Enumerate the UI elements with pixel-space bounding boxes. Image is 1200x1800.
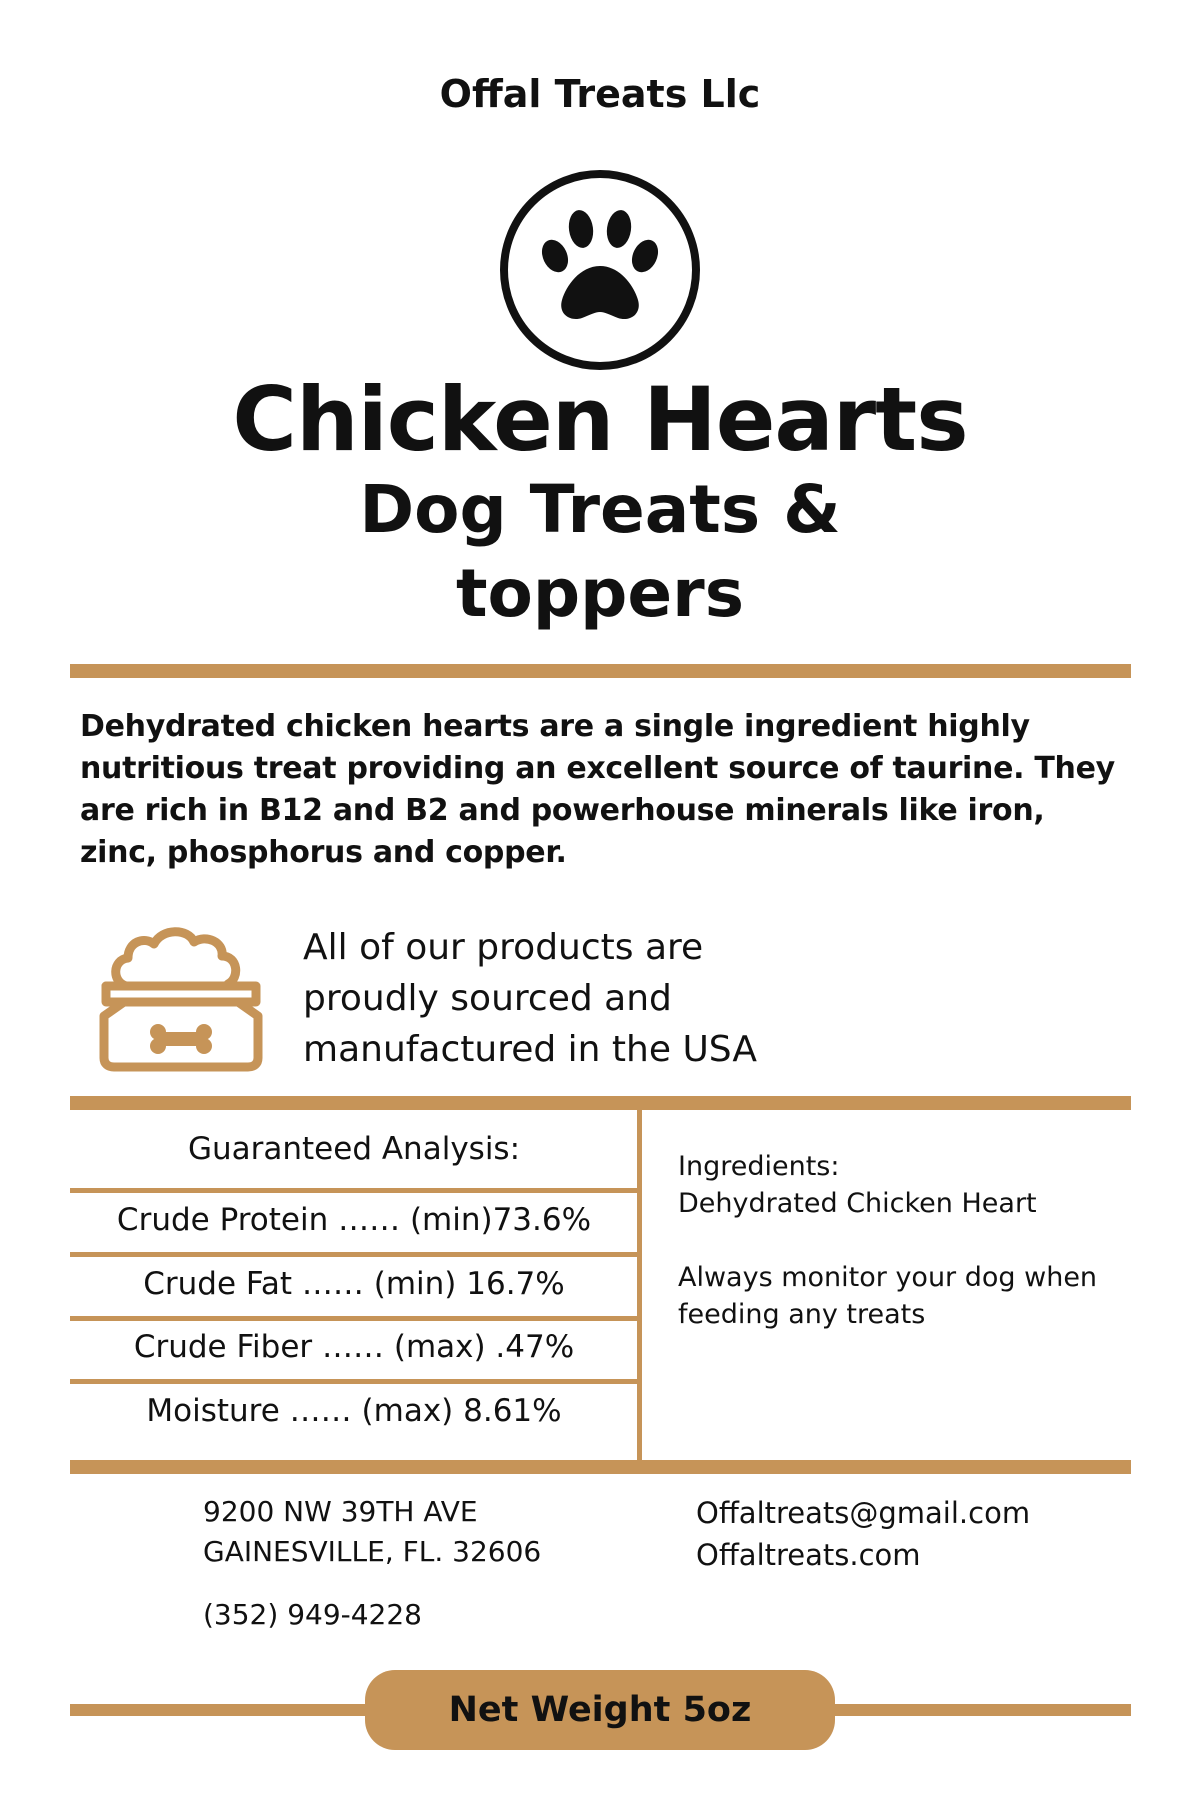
feeding-note-line2: feeding any treats	[678, 1299, 926, 1330]
analysis-row-fat: Crude Fat …… (min) 16.7%	[143, 1266, 565, 1302]
ingredients-block	[678, 1148, 1138, 1333]
divider	[70, 1460, 1131, 1474]
analysis-row-divider	[70, 1252, 638, 1257]
product-title: Chicken Hearts	[232, 368, 968, 471]
analysis-row-protein: Crude Protein …… (min)73.6%	[116, 1202, 592, 1238]
ingredients-value: Dehydrated Chicken Heart	[678, 1188, 1037, 1219]
address-line1: 9200 NW 39TH AVE	[203, 1495, 478, 1528]
product-subtitle	[0, 468, 1200, 636]
sourcing-line1: All of our products are	[303, 927, 704, 968]
ingredients-label: Ingredients:	[678, 1151, 840, 1182]
sourcing-line3: manufactured in the USA	[303, 1029, 757, 1070]
product-subtitle-line2: toppers	[456, 555, 744, 632]
product-description: Dehydrated chicken hearts are a single ingredient highly nutritious treat providing an excellent source of taurine. They are rich in B12 and B2 and powerhouse minerals like iron, zinc, phosphorus and copper.	[80, 709, 1115, 870]
column-divider	[637, 1110, 642, 1464]
analysis-row-divider	[70, 1379, 638, 1384]
phone-number: (352) 949-4228	[203, 1598, 422, 1631]
net-weight-label: Net Weight 5oz	[448, 1690, 752, 1730]
analysis-row-divider	[70, 1316, 638, 1321]
analysis-row-divider	[70, 1188, 638, 1193]
analysis-heading: Guaranteed Analysis:	[187, 1131, 521, 1167]
product-subtitle-line1: Dog Treats &	[359, 471, 841, 548]
divider	[70, 664, 1131, 678]
address	[203, 1492, 541, 1572]
analysis-row-fiber: Crude Fiber …… (max) .47%	[133, 1329, 575, 1365]
analysis-row-moisture: Moisture …… (max) 8.61%	[146, 1393, 562, 1429]
feeding-note-line1: Always monitor your dog when	[678, 1262, 1098, 1293]
sourcing-statement	[303, 922, 823, 1075]
contact-info	[696, 1492, 1030, 1576]
website: Offaltreats.com	[696, 1538, 921, 1572]
divider	[70, 1096, 1131, 1110]
address-line2: GAINESVILLE, FL. 32606	[203, 1535, 542, 1568]
sourcing-line2: proudly sourced and	[303, 978, 672, 1019]
company-name: Offal Treats Llc	[439, 72, 761, 116]
email: Offaltreats@gmail.com	[696, 1496, 1031, 1530]
paw-print-icon	[498, 168, 702, 372]
dog-food-bowl-icon	[88, 920, 278, 1072]
